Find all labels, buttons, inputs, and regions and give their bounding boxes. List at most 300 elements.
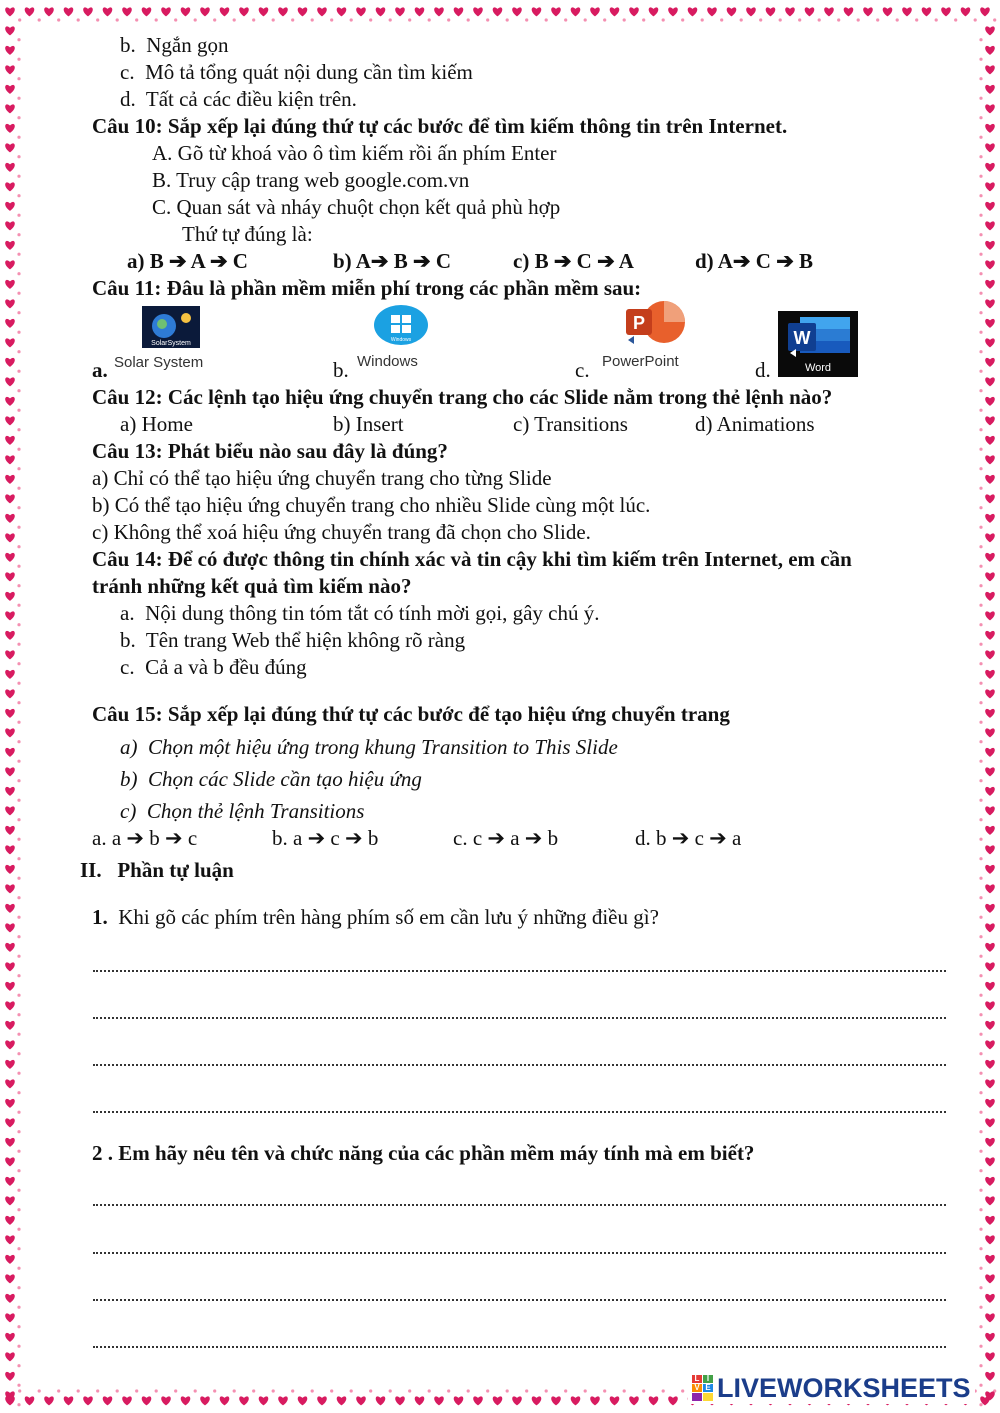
- dot-ornament: [17, 467, 20, 470]
- answer-line-2-1[interactable]: [93, 1200, 946, 1206]
- dot-ornament: [979, 1130, 982, 1133]
- heart-ornament: [985, 1333, 995, 1342]
- heart-ornament: [317, 7, 327, 16]
- dot-ornament: [720, 18, 723, 21]
- heart-ornament: [985, 709, 995, 718]
- heart-ornament: [5, 494, 15, 503]
- dot-ornament: [194, 1389, 197, 1392]
- dot-ornament: [330, 1389, 333, 1392]
- heart-ornament: [161, 1396, 171, 1405]
- dot-ornament: [447, 18, 450, 21]
- dot-ornament: [17, 721, 20, 724]
- dot-ornament: [17, 194, 20, 197]
- heart-ornament: [493, 7, 503, 16]
- dot-ornament: [623, 18, 626, 21]
- heart-ornament: [985, 397, 995, 406]
- heart-ornament: [590, 1396, 600, 1405]
- q11-label-windows: Windows: [357, 353, 418, 370]
- dot-ornament: [525, 1389, 528, 1392]
- heart-ornament: [5, 202, 15, 211]
- heart-ornament: [985, 143, 995, 152]
- heart-ornament: [844, 7, 854, 16]
- dot-ornament: [174, 18, 177, 21]
- heart-ornament: [5, 728, 15, 737]
- dot-ornament: [291, 1389, 294, 1392]
- solar-system-icon[interactable]: [142, 306, 200, 348]
- heart-ornament: [376, 1396, 386, 1405]
- heart-ornament: [727, 7, 737, 16]
- heart-ornament: [5, 1333, 15, 1342]
- heart-ornament: [985, 358, 995, 367]
- heart-ornament: [473, 1396, 483, 1405]
- heart-ornament: [395, 1396, 405, 1405]
- q10-prompt: Thứ tự đúng là:: [182, 222, 313, 246]
- q11-marker-b: b.: [333, 358, 349, 382]
- heart-ornament: [5, 982, 15, 991]
- q13-option-a[interactable]: a) Chỉ có thể tạo hiệu ứng chuyển trang cho từng Slide: [92, 466, 552, 490]
- heart-ornament: [181, 7, 191, 16]
- dot-ornament: [17, 214, 20, 217]
- dot-ornament: [233, 18, 236, 21]
- heart-ornament: [985, 1060, 995, 1069]
- dot-ornament: [17, 896, 20, 899]
- dot-ornament: [979, 1111, 982, 1114]
- dot-ornament: [935, 18, 938, 21]
- q10-step-b: B. Truy cập trang web google.com.vn: [152, 168, 470, 192]
- heart-ornament: [181, 1396, 191, 1405]
- heart-ornament: [434, 7, 444, 16]
- heart-ornament: [5, 1196, 15, 1205]
- heart-ornament: [5, 104, 15, 113]
- heart-ornament: [985, 787, 995, 796]
- q12-answer-b[interactable]: b) Insert: [333, 412, 404, 436]
- dot-ornament: [17, 857, 20, 860]
- dot-ornament: [979, 1013, 982, 1016]
- dot-ornament: [17, 740, 20, 743]
- heart-ornament: [668, 1396, 678, 1405]
- dot-ornament: [979, 38, 982, 41]
- heart-ornament: [629, 1396, 639, 1405]
- heart-ornament: [5, 1021, 15, 1030]
- dot-ornament: [979, 779, 982, 782]
- dot-ornament: [979, 1228, 982, 1231]
- windows-icon[interactable]: [373, 304, 429, 346]
- heart-ornament: [5, 1372, 15, 1381]
- heart-ornament: [5, 709, 15, 718]
- dot-ornament: [662, 1389, 665, 1392]
- heart-ornament: [5, 436, 15, 445]
- heart-ornament: [259, 7, 269, 16]
- dot-ornament: [369, 1389, 372, 1392]
- powerpoint-icon[interactable]: [624, 300, 688, 348]
- dot-ornament: [17, 38, 20, 41]
- heart-ornament: [985, 631, 995, 640]
- heart-ornament: [863, 7, 873, 16]
- heart-ornament: [551, 1396, 561, 1405]
- logo-cell: [703, 1393, 713, 1401]
- heart-ornament: [5, 163, 15, 172]
- q14-title-line2: tránh những kết quả tìm kiếm nào?: [92, 574, 412, 598]
- dot-ornament: [17, 623, 20, 626]
- q11-label-solar-system: Solar System: [114, 354, 204, 371]
- dot-ornament: [17, 760, 20, 763]
- dot-ornament: [979, 701, 982, 704]
- heart-ornament: [5, 1294, 15, 1303]
- dot-ornament: [330, 18, 333, 21]
- dot-ornament: [135, 18, 138, 21]
- dot-ornament: [17, 1228, 20, 1231]
- dot-ornament: [38, 18, 41, 21]
- q10-answer-a[interactable]: a) B ➔ A ➔ C: [127, 249, 248, 273]
- dot-ornament: [564, 1389, 567, 1392]
- dot-ornament: [979, 1364, 982, 1367]
- heart-ornament: [395, 7, 405, 16]
- q10-answers: [0, 248, 1000, 274]
- heart-ornament: [985, 124, 995, 133]
- q15-answer-a[interactable]: a. a ➔ b ➔ c: [92, 826, 198, 850]
- q12-answer-d[interactable]: d) Animations: [695, 412, 815, 436]
- heart-ornament: [278, 1396, 288, 1405]
- answer-line-2-4[interactable]: [93, 1342, 946, 1348]
- heart-ornament: [985, 767, 995, 776]
- dot-ornament: [311, 1389, 314, 1392]
- dot-ornament: [174, 1389, 177, 1392]
- heart-ornament: [985, 1352, 995, 1361]
- q15-step-c: c) Chọn thẻ lệnh Transitions: [120, 799, 365, 823]
- dot-ornament: [17, 448, 20, 451]
- heart-ornament: [668, 7, 678, 16]
- dot-ornament: [77, 18, 80, 21]
- dot-ornament: [740, 18, 743, 21]
- dot-ornament: [979, 721, 982, 724]
- dot-ornament: [17, 1364, 20, 1367]
- heart-ornament: [5, 514, 15, 523]
- heart-ornament: [985, 982, 995, 991]
- heart-ornament: [122, 7, 132, 16]
- answer-line-1-4[interactable]: [93, 1107, 946, 1113]
- dot-ornament: [17, 1072, 20, 1075]
- dot-ornament: [17, 799, 20, 802]
- dot-ornament: [17, 935, 20, 938]
- heart-ornament: [985, 1001, 995, 1010]
- dot-ornament: [272, 1389, 275, 1392]
- answer-line-1-1[interactable]: [93, 966, 946, 972]
- heart-ornament: [985, 182, 995, 191]
- dot-ornament: [979, 545, 982, 548]
- heart-ornament: [434, 1396, 444, 1405]
- dot-ornament: [584, 1389, 587, 1392]
- q15-answer-b[interactable]: b. a ➔ c ➔ b: [272, 826, 379, 850]
- heart-ornament: [220, 7, 230, 16]
- dot-ornament: [408, 18, 411, 21]
- dot-ornament: [979, 97, 982, 100]
- q11-label-powerpoint: PowerPoint: [602, 353, 679, 370]
- heart-ornament: [985, 611, 995, 620]
- heart-ornament: [5, 1177, 15, 1186]
- dot-ornament: [979, 1306, 982, 1309]
- dot-ornament: [57, 1389, 60, 1392]
- heart-ornament: [985, 1196, 995, 1205]
- dot-ornament: [17, 643, 20, 646]
- dot-ornament: [979, 311, 982, 314]
- dot-ornament: [979, 604, 982, 607]
- dot-ornament: [17, 1403, 20, 1406]
- heart-ornament: [985, 923, 995, 932]
- dot-ornament: [467, 18, 470, 21]
- heart-ornament: [985, 1391, 995, 1400]
- heart-ornament: [5, 553, 15, 562]
- dot-ornament: [979, 155, 982, 158]
- heart-ornament: [122, 1396, 132, 1405]
- q13-title: Câu 13: Phát biểu nào sau đây là đúng?: [92, 439, 448, 463]
- heart-ornament: [103, 1396, 113, 1405]
- heart-ornament: [44, 1396, 54, 1405]
- heart-ornament: [985, 221, 995, 230]
- dot-ornament: [642, 18, 645, 21]
- dot-ornament: [17, 1130, 20, 1133]
- word-icon-letter: W: [793, 328, 811, 348]
- logo-cell: [692, 1393, 702, 1401]
- heart-ornament: [961, 7, 971, 16]
- dot-ornament: [116, 18, 119, 21]
- dot-ornament: [681, 18, 684, 21]
- dot-ornament: [818, 18, 821, 21]
- dot-ornament: [979, 916, 982, 919]
- answer-line-1-3[interactable]: [93, 1060, 946, 1066]
- q10-step-c: C. Quan sát và nháy chuột chọn kết quả phù hợp: [152, 195, 561, 219]
- q15-title: Câu 15: Sắp xếp lại đúng thứ tự các bước để tạo hiệu ứng chuyển trang: [92, 702, 730, 726]
- dot-ornament: [701, 18, 704, 21]
- dot-ornament: [155, 1389, 158, 1392]
- heart-ornament: [985, 1216, 995, 1225]
- heart-ornament: [985, 46, 995, 55]
- dot-ornament: [979, 994, 982, 997]
- heart-ornament: [5, 1079, 15, 1088]
- heart-ornament: [337, 7, 347, 16]
- heart-ornament: [985, 338, 995, 347]
- dot-ornament: [233, 1389, 236, 1392]
- dot-ornament: [17, 97, 20, 100]
- heart-ornament: [5, 358, 15, 367]
- dot-ornament: [584, 18, 587, 21]
- heart-ornament: [985, 436, 995, 445]
- heart-ornament: [5, 65, 15, 74]
- dot-ornament: [979, 877, 982, 880]
- heart-ornament: [5, 533, 15, 542]
- dot-ornament: [467, 1389, 470, 1392]
- dot-ornament: [17, 58, 20, 61]
- dot-ornament: [979, 1208, 982, 1211]
- answer-line-2-2[interactable]: [93, 1248, 946, 1254]
- heart-ornament: [532, 1396, 542, 1405]
- heart-ornament: [5, 1040, 15, 1049]
- answer-line-1-2[interactable]: [93, 1013, 946, 1019]
- heart-ornament: [985, 553, 995, 562]
- heart-ornament: [5, 85, 15, 94]
- dot-ornament: [623, 1389, 626, 1392]
- heart-ornament: [5, 631, 15, 640]
- q13-option-b[interactable]: b) Có thể tạo hiệu ứng chuyển trang cho nhiều Slide cùng một lúc.: [92, 493, 651, 517]
- q15-answer-d[interactable]: d. b ➔ c ➔ a: [635, 826, 742, 850]
- dot-ornament: [979, 526, 982, 529]
- heart-ornament: [985, 1138, 995, 1147]
- heart-ornament: [5, 1118, 15, 1127]
- dot-ornament: [979, 292, 982, 295]
- q12-answers: [0, 411, 1000, 437]
- dot-ornament: [17, 1091, 20, 1094]
- dot-ornament: [213, 18, 216, 21]
- dot-ornament: [17, 1208, 20, 1211]
- heart-ornament: [415, 7, 425, 16]
- heart-ornament: [941, 7, 951, 16]
- heart-ornament: [629, 7, 639, 16]
- liveworksheets-logo: [688, 1372, 975, 1404]
- dot-ornament: [17, 545, 20, 548]
- q11-marker-a: a.: [92, 358, 108, 382]
- q15-step-b: b) Chọn các Slide cần tạo hiệu ứng: [120, 767, 422, 791]
- q10-answer-c[interactable]: c) B ➔ C ➔ A: [513, 249, 634, 273]
- heart-ornament: [5, 1313, 15, 1322]
- dot-ornament: [979, 350, 982, 353]
- heart-ornament: [707, 7, 717, 16]
- q14-option-b[interactable]: b. Tên trang Web thể hiện không rõ ràng: [120, 628, 466, 652]
- heart-ornament: [985, 319, 995, 328]
- heart-ornament: [356, 1396, 366, 1405]
- q9-option-c: c. Mô tả tổng quát nội dung cần tìm kiếm: [120, 60, 473, 84]
- heart-ornament: [985, 748, 995, 757]
- q14-option-c[interactable]: c. Cả a và b đều đúng: [120, 655, 307, 679]
- heart-ornament: [83, 7, 93, 16]
- heart-ornament: [493, 1396, 503, 1405]
- dot-ornament: [213, 1389, 216, 1392]
- logo-cell: L: [692, 1375, 702, 1383]
- heart-ornament: [5, 904, 15, 913]
- dot-ornament: [979, 77, 982, 80]
- dot-ornament: [408, 1389, 411, 1392]
- heart-ornament: [220, 1396, 230, 1405]
- dot-ornament: [17, 116, 20, 119]
- dot-ornament: [135, 1389, 138, 1392]
- heart-ornament: [454, 1396, 464, 1405]
- dot-ornament: [389, 1389, 392, 1392]
- heart-ornament: [985, 1294, 995, 1303]
- heart-ornament: [454, 7, 464, 16]
- dot-ornament: [38, 1389, 41, 1392]
- q10-answer-d[interactable]: d) A➔ C ➔ B: [695, 249, 814, 273]
- dot-ornament: [252, 1389, 255, 1392]
- dot-ornament: [17, 350, 20, 353]
- dot-ornament: [486, 18, 489, 21]
- dot-ornament: [979, 448, 982, 451]
- heart-ornament: [5, 884, 15, 893]
- heart-ornament: [532, 7, 542, 16]
- dot-ornament: [896, 18, 899, 21]
- dot-ornament: [17, 331, 20, 334]
- dot-ornament: [77, 1389, 80, 1392]
- logo-cell: E: [703, 1384, 713, 1392]
- dot-ornament: [17, 994, 20, 997]
- heart-ornament: [5, 1099, 15, 1108]
- heart-ornament: [985, 943, 995, 952]
- q14-option-a[interactable]: a. Nội dung thông tin tóm tắt có tính mời gọi, gây chú ý.: [120, 601, 600, 625]
- dot-ornament: [979, 896, 982, 899]
- dot-ornament: [17, 565, 20, 568]
- dot-ornament: [17, 818, 20, 821]
- heart-ornament: [985, 865, 995, 874]
- dot-ornament: [17, 662, 20, 665]
- heart-ornament: [5, 455, 15, 464]
- heart-ornament: [5, 1274, 15, 1283]
- heart-ornament: [298, 7, 308, 16]
- heart-ornament: [883, 7, 893, 16]
- dot-ornament: [17, 1306, 20, 1309]
- heart-ornament: [985, 280, 995, 289]
- q10-title: Câu 10: Sắp xếp lại đúng thứ tự các bước để tìm kiếm thông tin trên Internet.: [92, 114, 788, 138]
- heart-ornament: [5, 1138, 15, 1147]
- dot-ornament: [979, 194, 982, 197]
- heart-ornament: [985, 533, 995, 542]
- q12-answer-c[interactable]: c) Transitions: [513, 412, 628, 436]
- dot-ornament: [979, 818, 982, 821]
- q15-answers: [0, 825, 1000, 851]
- dot-ornament: [979, 116, 982, 119]
- heart-ornament: [5, 143, 15, 152]
- dot-ornament: [486, 1389, 489, 1392]
- dot-ornament: [979, 58, 982, 61]
- heart-ornament: [103, 7, 113, 16]
- decorative-border-right: [978, 0, 1000, 1413]
- heart-ornament: [985, 1157, 995, 1166]
- word-icon[interactable]: [778, 311, 858, 377]
- q12-title: Câu 12: Các lệnh tạo hiệu ứng chuyển trang cho các Slide nằm trong thẻ lệnh nào?: [92, 385, 833, 409]
- heart-ornament: [64, 1396, 74, 1405]
- heart-ornament: [985, 514, 995, 523]
- dot-ornament: [155, 18, 158, 21]
- liveworksheets-logo-mark: [692, 1375, 713, 1401]
- heart-ornament: [985, 728, 995, 737]
- dot-ornament: [979, 857, 982, 860]
- answer-line-2-3[interactable]: [93, 1295, 946, 1301]
- heart-ornament: [985, 689, 995, 698]
- dot-ornament: [17, 1267, 20, 1270]
- dot-ornament: [506, 1389, 509, 1392]
- heart-ornament: [337, 1396, 347, 1405]
- heart-ornament: [985, 1177, 995, 1186]
- dot-ornament: [17, 1052, 20, 1055]
- dot-ornament: [979, 331, 982, 334]
- dot-ornament: [17, 955, 20, 958]
- dot-ornament: [979, 389, 982, 392]
- q12-answer-a[interactable]: a) Home: [120, 412, 193, 436]
- dot-ornament: [979, 643, 982, 646]
- heart-ornament: [985, 1040, 995, 1049]
- dot-ornament: [979, 955, 982, 958]
- heart-ornament: [5, 1060, 15, 1069]
- q13-option-c[interactable]: c) Không thể xoá hiệu ứng chuyển trang đã chọn cho Slide.: [92, 520, 591, 544]
- heart-ornament: [824, 7, 834, 16]
- dot-ornament: [17, 604, 20, 607]
- q10-answer-b[interactable]: b) A➔ B ➔ C: [333, 249, 452, 273]
- heart-ornament: [5, 689, 15, 698]
- q11-marker-c: c.: [575, 358, 590, 382]
- dot-ornament: [979, 487, 982, 490]
- dot-ornament: [428, 18, 431, 21]
- q15-answer-c[interactable]: c. c ➔ a ➔ b: [453, 826, 559, 850]
- heart-ornament: [649, 1396, 659, 1405]
- dot-ornament: [979, 136, 982, 139]
- dot-ornament: [17, 1013, 20, 1016]
- heart-ornament: [200, 7, 210, 16]
